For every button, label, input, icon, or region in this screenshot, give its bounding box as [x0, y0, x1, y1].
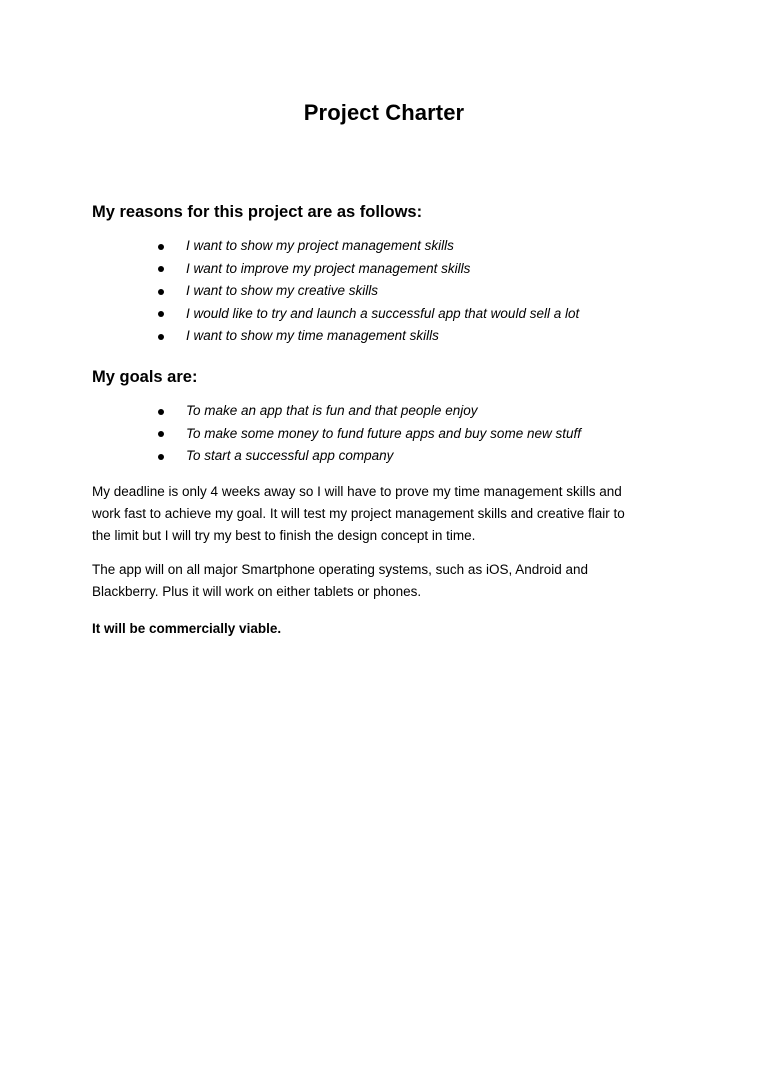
- platforms-paragraph: [92, 559, 672, 603]
- bullet-icon: [158, 431, 164, 437]
- deadline-paragraph: [92, 481, 672, 547]
- list-item-text: To start a successful app company: [186, 448, 394, 463]
- paragraph-line: The app will on all major Smartphone operating systems, such as iOS, Android and: [92, 562, 589, 577]
- list-item-text: To make an app that is fun and that people enjoy: [186, 403, 478, 418]
- list-item-text: I want to show my time management skills: [186, 328, 439, 343]
- bullet-icon: [158, 266, 164, 272]
- bullet-icon: [158, 311, 164, 317]
- bullet-icon: [158, 454, 164, 460]
- paragraph-line: Blackberry. Plus it will work on either tablets or phones.: [92, 584, 422, 599]
- list-item-text: I want to show my creative skills: [186, 283, 379, 298]
- list-item-text: To make some money to fund future apps and buy some new stuff: [186, 425, 581, 441]
- bullet-icon: [158, 409, 164, 415]
- page-title: Project Charter: [303, 100, 465, 125]
- bullet-icon: [158, 334, 164, 340]
- paragraph-line: My deadline is only 4 weeks away so I will have to prove my time management skills and: [92, 484, 622, 499]
- bullet-icon: [158, 244, 164, 250]
- paragraph-line: work fast to achieve my goal. It will test my project management skills and creative flair to: [92, 506, 625, 521]
- reasons-heading: My reasons for this project are as follows:: [92, 203, 423, 221]
- bullet-icon: [158, 289, 164, 295]
- paragraph-line: the limit but I will try my best to finish the design concept in time.: [92, 528, 476, 543]
- goals-heading: My goals are:: [92, 368, 198, 386]
- list-item-text: I want to show my project management skills: [186, 238, 454, 253]
- conclusion-paragraph: It will be commercially viable.: [92, 621, 282, 636]
- list-item-text: I want to improve my project management skills: [186, 260, 471, 276]
- list-item-text: I would like to try and launch a successful app that would sell a lot: [186, 305, 580, 321]
